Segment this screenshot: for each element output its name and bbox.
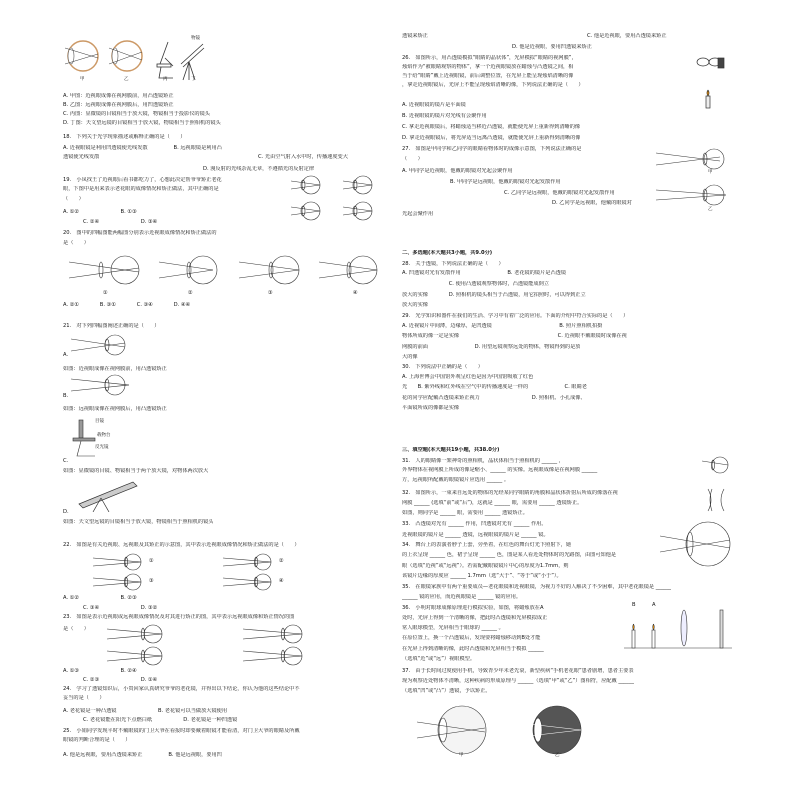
eye-diagrams-figure <box>65 36 205 86</box>
q34-eye-figure <box>660 508 732 580</box>
q22-label-3: ③ <box>149 578 154 584</box>
q21-option-b: 如图：远视眼成像在视网膜后，用凸透镜矫正 <box>63 406 167 412</box>
q26-stem: 26. 如图所示，用凸透镜模拟“眼睛的晶状体”，光屏模拟“眼睛的视网膜”， <box>402 55 577 61</box>
q36-stem-5: 在光屏上得到清晰的像，此时凸透镜和光屏相当于模拟 ______ <box>402 646 544 652</box>
section-multiple-choice-title: 二、多选题(本大题共3小题，共9.0分) <box>402 250 493 256</box>
q20-figures <box>63 250 383 290</box>
q26-stem-4: ，拿走近视眼镜后，光屏上不能呈现烛焰清晰的像，下列说法正确的是（ ） <box>402 82 584 88</box>
q26-option-c: C. 拿走近视眼镜后，将蜡烛适当移近凸透镜，就能使光屏上重新得到清晰的像 <box>402 124 581 130</box>
q21-option-c-label: C. <box>63 458 69 464</box>
q27-stem-2: （ ） <box>402 156 423 162</box>
section-fill-blank-title: 三、填空题(本大题共19小题，共38.0分) <box>402 447 500 453</box>
q37-stem-2: 现为观察近处物体不清晰，这种疾病的形成原理与 ______（选填“甲”或“乙”）图相符，应配戴 ______ <box>402 678 634 684</box>
q27-label-yi: 乙 <box>708 207 713 212</box>
q34-stem-3: 眼（选填“近视”或“远视”）。若需配戴眼镜镜片中心的厚度为1.7mm，则 <box>402 563 569 569</box>
q36-stem-3: 常人眼球模型，光屏相当于眼球的 ______ 。 <box>402 625 504 631</box>
fig-label-yi: 乙 <box>124 77 129 82</box>
q25-option-c: C. 他是近视眼，要用凸透镜来矫正 <box>587 33 667 39</box>
q33-stem-2: 近视眼镜的镜片是 ______ 透镜，远视眼镜的镜片是 ______ 镜。 <box>402 532 549 538</box>
q27-option-d-cont: 光起会聚作用 <box>402 211 434 217</box>
q29-option-ab: A. 近视镜片中间薄，边缘厚，是凹透镜 B. 照片照相机拍摄 <box>402 323 603 329</box>
q20-label-4: ④ <box>353 290 358 296</box>
microscope-stage-label: 载物台 <box>97 433 111 438</box>
q27-svg <box>656 145 732 215</box>
q27-option-c: C. 乙同学是远视眼，他戴的眼镜对光起发散作用 <box>504 190 615 196</box>
telescope-objective-label: 物镜 <box>191 36 200 41</box>
q19-options-ab: A. ①② B. ①③ <box>63 209 137 215</box>
q37-stem-3: （选填“凹”或“凸”）透镜，予以矫正。 <box>402 688 491 694</box>
q22-stem: 22. 如图是有关近视眼、远视眼及其矫正的示意图，其中表示近视眼成像情况和矫正做法的是（ ） <box>63 542 300 548</box>
q36-stem-6: （选填“近”或“远”）视眼模型。 <box>402 656 476 662</box>
q19-stem: 19. 小凤找王了近视眼后看书都吃力了，心想此决定帮爷爷矫正老花 <box>63 177 222 183</box>
q28-option-d: 放大的实像 D. 照相机的镜头相当于凸透镜，用它拍照时，可以得到正立 <box>402 292 586 298</box>
q18-option-c: C. 光由空气射入水中时，传播速度变大 <box>258 154 348 160</box>
q35-stem-2: ______ 镜的应用，而近视眼镜是 ______ 镜的应用。 <box>402 594 522 600</box>
q26-option-d: D. 拿走近视眼镜后，将光屏适当远离凸透镜，就能使光屏上重新得到清晰的像 <box>402 135 581 141</box>
q22-label-4: ④ <box>279 578 284 584</box>
q27-option-a: A. 甲同学是近视眼，他戴的眼镜对光起会聚作用 <box>402 168 513 174</box>
q24-stem-2: 妥当的是（ ） <box>63 695 105 701</box>
q34-svg <box>660 508 732 580</box>
q30-option-a: A. 上海世博会中国馆外观呈红色是因为中国馆吸收了红色 <box>402 374 534 380</box>
q18-option-b-cont: 透镜使光线发散 <box>63 154 100 160</box>
q25-option-d: D. 他是近视眼，要用凹透镜来矫正 <box>512 44 592 50</box>
q30-option-bc: 光 B. 紫外线和红外线在空气中的传播速度是一样的 C. 眼睛老 <box>402 384 587 390</box>
q21-figure-a <box>71 334 131 356</box>
q21-option-d-label: D. <box>63 509 69 515</box>
q22-options-cd: C. ③④ D. ③② <box>83 605 158 611</box>
q22-figures <box>93 552 333 592</box>
q29-stem: 29. 光学知识和器件在我们的生活、学习中有着广泛的应用。下面的介绍中符合实际的是（ ） <box>402 313 629 319</box>
q21-option-a-label: A. <box>63 352 69 358</box>
q17-option-b: B. 乙图：远视眼成像在视网膜后，用凹透镜矫正 <box>63 102 174 108</box>
microscope-icon <box>157 42 173 78</box>
q19-stem-2: 眼，下图中是用来表示老花眼的成像情况和矫正做法，其中正确的是 <box>63 186 219 192</box>
microscope-mirror-label: 反光镜 <box>95 445 109 450</box>
q31-stem: 31. 人的眼睛像一架神奇的照相机，晶状体相当于照相机的 ______ ， <box>402 458 564 464</box>
q21-b-svg <box>71 374 131 396</box>
q30-option-d-cont: 平面镜所成的像都是实像 <box>402 405 460 411</box>
telescope-icon <box>181 44 204 80</box>
q18-stem: 18. 下列关于光学现象描述或解释正确的是（ ） <box>63 134 186 140</box>
q25-options-ab: A. 他是远视眼，要用凸透镜来矫正 B. 他是远视眼，要用凹 <box>63 752 222 758</box>
q21-a-svg <box>71 334 131 356</box>
q20-label-3: ③ <box>268 290 273 296</box>
q36-stem-4: 在原位置上，换一个凸透镜后，发现要将蜡烛移动到B处才能 <box>402 635 541 641</box>
q33-stem: 33. 凸透镜对光有 ______ 作用，凹透镜对光有 ______ 作用。 <box>402 521 547 527</box>
q25-option-b-cont: 透镜来矫正 <box>402 33 428 39</box>
eye-jia-icon <box>65 41 98 71</box>
q18-option-ab: A. 近视眼镜是利用凹透镜使光线发散 B. 远视眼镜是利用凸 <box>63 145 222 151</box>
q21-option-d: 如图：天文望远镜的目镜相当于放大镜，物镜相当于照相机的镜头 <box>63 519 214 525</box>
fig-label-ding: 丁 <box>191 77 196 82</box>
q36-label-a: A <box>652 602 656 608</box>
q26-stem-3: 当于给“眼睛”戴上近视眼镜，前后调整位置，在光屏上能呈现烛焰清晰的像 <box>402 73 574 79</box>
q20-options: A. ②① B. ③① C. ③④ D. ④④ <box>63 302 191 308</box>
q29-option-bc: 物体所成的像一定是实像 C. 近视眼不戴眼镜时成像在视 <box>402 333 627 339</box>
q20-svg <box>63 250 383 290</box>
q27-stem: 27. 如图是甲同学和乙同学的眼睛看物体时的成像示意图，下列说法正确的是 <box>402 146 582 152</box>
q31-stem-3: 方，远视眼所配戴的眼镜镜片应选用 ______ 。 <box>402 477 510 483</box>
q30-stem: 30. 下列说法中正确的是（ ） <box>402 364 483 370</box>
q37-label-yi: 乙 <box>555 753 560 758</box>
q34-stem-4: 该镜片边缘的厚度应 ______ 1.7mm（选“大于”、“等于”或“小于”）。 <box>402 573 562 579</box>
q27-label-jia: 甲 <box>708 170 713 175</box>
q23-stem: 23. 如图是表示近视眼或远视眼成像情况及对其进行矫正的图，其中表示远视眼成像和矫正情况的图 <box>63 614 295 620</box>
q22-svg <box>93 552 333 592</box>
q19-eyes-svg <box>291 173 391 223</box>
q29-option-d-cont: 大的像 <box>402 354 418 360</box>
q26-stem-2: 烛焰作为“被眼睛观察的物体”，拿一个近视眼镜放在蜡烛与凸透镜之间，相 <box>402 64 574 70</box>
q30-option-cd: 花的同学应配戴凸透镜来矫正视力 D. 照相机、小孔成像、 <box>402 395 586 401</box>
q28-option-d-cont: 放大的实像 <box>402 302 428 308</box>
q24-options-cd: C. 老花镜能在阳光下点燃白纸 D. 老花镜是一种凹透镜 <box>83 717 238 723</box>
q36-label-b: B <box>632 602 636 608</box>
q22-label-2: ② <box>279 558 284 564</box>
q20-stem: 20. 图中的四幅图能两幅图分别表示近视眼成像情况和矫正做法的 <box>63 230 217 236</box>
q21-stem: 21. 对下列四幅图阐述正确的是（ ） <box>63 323 160 329</box>
q17-option-c: C. 丙图：显微镜的目镜相当于放大镜，物镜相当于投影仪的镜头 <box>63 111 210 117</box>
q27-figure <box>656 145 732 215</box>
q27-option-d: D. 乙同学是远视眼，他戴的眼镜对 <box>552 200 632 206</box>
q23-options-ab: A. ①③ B. ②④ <box>63 668 137 674</box>
q17-option-d: D. 丁图：天文望远镜的目镜相当于放大镜，物镜相当于照相机的镜头 <box>63 120 221 126</box>
q21-figure-b <box>71 374 131 396</box>
q21-option-b-label: B. <box>63 393 69 399</box>
q18-option-d: D. 漫反射的光线杂乱无章，不遵循光的反射定律 <box>203 166 315 172</box>
q26-option-a: A. 近视眼镜的镜片是平面镜 <box>402 102 466 108</box>
q24-stem: 24. 学习了透镜知识后，小贵回家认真研究爷爷的老花镜，并得出以下结论，你认为他的这些结论中不 <box>63 686 300 692</box>
q21-figure-d-telescope <box>71 478 141 512</box>
fig-label-jia: 甲 <box>80 77 85 82</box>
q27-option-b: B. 甲同学是远视眼，他戴的眼镜对光起发散作用 <box>450 179 561 185</box>
q25-stem: 25. 小娟同学发现平时不戴眼镜的门卫大爷在看报时却要戴着眼镜才能看清，对门卫大爷的眼睛及所戴 <box>63 728 300 734</box>
q31-eye-figure <box>702 455 732 475</box>
q22-options-ab: A. ①② B. ②③ <box>63 595 137 601</box>
q21-option-c: 如图：显微镜的目镜、物镜相当于两个放大镜，对物体两次放大 <box>63 468 209 474</box>
q20-stem-2: 是（ ） <box>63 240 89 246</box>
q28-stem: 28. 关于透镜，下列说法正确的是（ ） <box>402 261 504 267</box>
q31-svg <box>702 455 732 475</box>
q36-svg <box>624 598 732 660</box>
fig-label-bing: 丙 <box>163 77 168 82</box>
q32-stem: 32. 如图所示，一束来自远处的物体的光经某同学眼睛的角膜和晶状体折射后所成的像落在视 <box>402 490 618 496</box>
q19-stem-3: （ ） <box>63 196 84 202</box>
q32-stem-2: 网膜 ______ (选填“前”或“后”)，这就是 ______ 眼，需要用 ______ 透镜矫正。 <box>402 500 583 506</box>
q31-stem-2: 外界物体在视网膜上所成的像是缩小、______ 的实像。远视眼成像是在视网膜 ______ <box>402 467 598 473</box>
q22-label-1: ① <box>149 558 154 564</box>
q36-stem: 36. 小明对眼球成像原理进行模拟实验，如图，将蜡烛放在A <box>402 605 544 611</box>
q37-eye-figures <box>417 702 617 758</box>
eye-diagrams-svg <box>65 36 205 86</box>
q26-figure <box>692 52 732 110</box>
q17-option-a: A. 甲图：近视眼成像在视网膜前，用凸透镜矫正 <box>63 93 174 99</box>
q25-stem-2: 眼镜的判断合理的是（ ） <box>63 737 131 743</box>
q20-label-2: ② <box>188 290 193 296</box>
q23-svg <box>93 622 383 668</box>
q36-stem-2: 处时，光屏上得到一个清晰的像，把此时凸透镜和光屏模拟成正 <box>402 615 548 621</box>
q37-svg <box>417 702 617 758</box>
q37-label-jia: 甲 <box>459 753 464 758</box>
q19-options-cd: C. ②④ D. ③④ <box>83 219 158 225</box>
q21-option-a: 如图：近视眼成像在视网膜前，用凸透镜矫正 <box>63 366 167 372</box>
q23-stem-2: 是（ ） <box>63 626 89 632</box>
q20-label-1: ① <box>103 290 108 296</box>
q35-stem: 35. 在眼镜家族中有两个重要成员—老花眼镜和近视眼镜，为视力不好的人解决了不少困难，其中老花眼镜是 ______ <box>402 584 672 590</box>
q34-stem-2: 的上衣呈现 ______ 色，裙子呈现 ______ 色，图是某人看近处物体时的光路图，由图可知他是 <box>402 552 617 558</box>
eye-yi-icon <box>109 41 142 71</box>
q29-option-cd: 网膜的前面 D. 用望远镜观察远处的物体，物镜得到的是放 <box>402 344 581 350</box>
microscope-eyepiece-label: 目镜 <box>95 419 104 424</box>
q23-options-cd: C. ②③ D. ①④ <box>83 677 158 683</box>
q32-stem-3: 如图，则同学是 ______ 眼，需要用 ______ 透镜矫正。 <box>402 510 528 516</box>
q24-options-ab: A. 老花镜是一种凸透镜 B. 老花镜可以当做放大镜使用 <box>63 708 228 714</box>
q21-figure-c-microscope <box>71 418 121 460</box>
q36-candle-lens-figure <box>624 598 732 660</box>
q23-figures <box>93 622 383 668</box>
q21-telescope-svg <box>71 478 141 512</box>
q26-svg <box>692 52 732 110</box>
q19-eye-figures <box>291 173 391 223</box>
q26-option-b: B. 近视眼镜的镜片对光线有会聚作用 <box>402 113 487 119</box>
q28-option-c: C. 使用凸透镜观察物体时，凸透镜能成倒立 <box>402 281 549 287</box>
q28-options-ab: A. 凹透镜对光有发散作用 B. 老花镜的镜片是凸透镜 <box>402 270 567 276</box>
q37-stem: 37. 由于长时间过度使用手机，导致青少年未老先衰，新型疾病“手机老花眼”患者剧增，患者主要表 <box>402 668 634 674</box>
q34-stem: 34. 舞台上的表演者脖子上套，旁坐着，在红色的舞台灯光下照射下，她 <box>402 542 572 548</box>
